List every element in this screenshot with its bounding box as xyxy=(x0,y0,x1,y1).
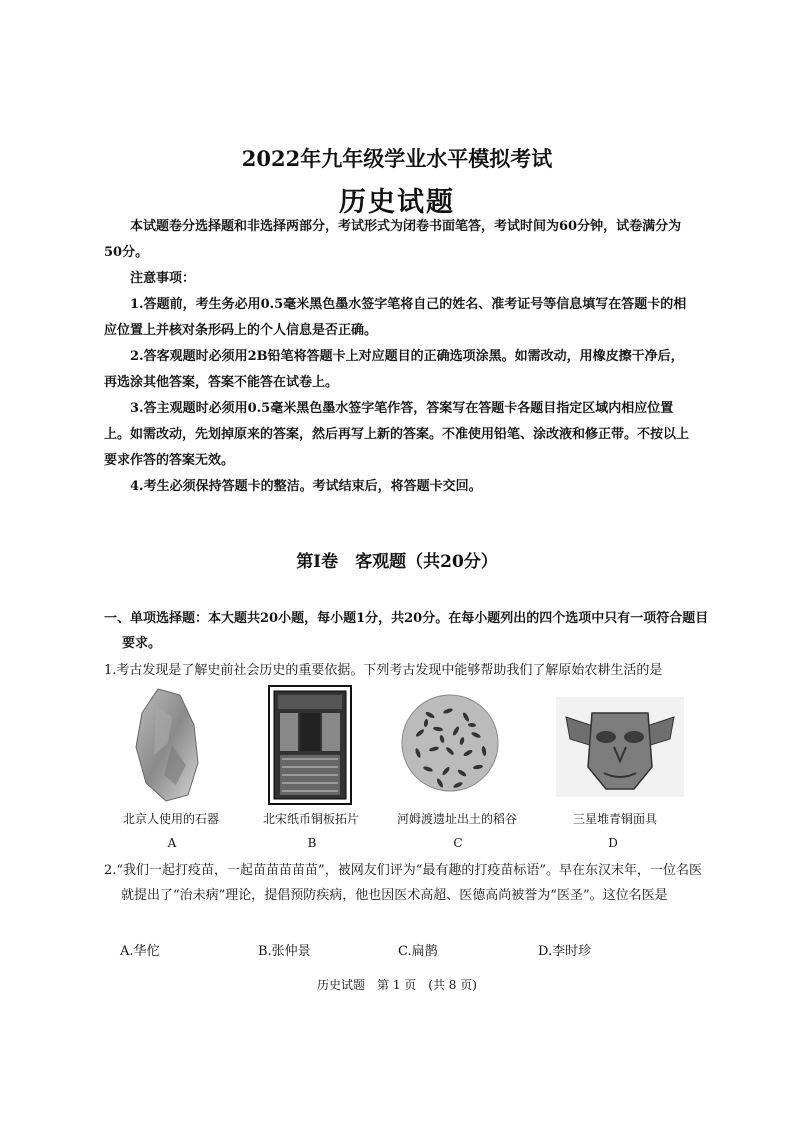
rice-grains-image xyxy=(400,685,520,805)
option-a-letter: A xyxy=(167,836,177,850)
q2-option-b: B.张仲景 xyxy=(258,944,311,959)
exam-title: 2022年九年级学业水平模拟考试 xyxy=(241,146,553,171)
notice-item-1: 1.答题前，考生务必用0.5毫米黑色墨水签字笔将自己的姓名、准考证号等信息填写在答题卡的相应位置上并核对条形码上的个人信息是否正确。 xyxy=(104,297,687,338)
notice-item-3: 3.答主观题时必须用0.5毫米黑色墨水签字笔作答，答案写在答题卡各题目指定区域内相应位置上。如需改动，先划掉原来的答案，然后再写上新的答案。不准使用铅笔、涂改液和修正带。不按以上要求作答的答案无效。 xyxy=(104,401,690,468)
question-1-stem: 1.考古发现是了解史前社会历史的重要依据。下列考古发现中能够帮助我们了解原始农耕生活的是 xyxy=(104,663,663,678)
option-c-letter: C xyxy=(453,836,463,850)
section-title: 第Ⅰ卷 客观题（共20分） xyxy=(296,552,498,572)
notice-item-4: 4.考生必须保持答题卡的整洁。考试结束后，将答题卡交回。 xyxy=(130,479,482,494)
part-one-heading: 一、单项选择题：本大题共20小题，每小题1分，共20分。在每小题列出的四个选项中只有一项符合题目要求。 xyxy=(104,611,709,651)
option-b-caption: 北宋纸币铜板拓片 xyxy=(262,812,359,826)
question-2-stem: 2.“我们一起打疫苗，一起苗苗苗苗苗”，被网友们评为“最有趣的打疫苗标语”。早在东汉末年，一位名医就提出了“治未病”理论，提倡预防疾病，他也因医术高超、医德高尚被誉为“医圣”。这位名医是 xyxy=(104,863,702,903)
option-b-letter: B xyxy=(307,836,317,850)
page-footer: 历史试题 第 1 页 (共 8 页) xyxy=(317,978,477,992)
bronze-mask-image xyxy=(556,685,676,805)
q2-option-a: A.华佗 xyxy=(120,944,160,959)
subject-title: 历史试题 xyxy=(339,187,455,218)
option-a-caption: 北京人使用的石器 xyxy=(122,812,219,826)
stone-tool-image xyxy=(128,685,248,805)
option-d-caption: 三星堆青铜面具 xyxy=(572,812,657,826)
q2-option-c: C.扁鹊 xyxy=(398,944,438,959)
banknote-rubbing-image xyxy=(268,685,388,805)
option-c-caption: 河姆渡遗址出土的稻谷 xyxy=(396,812,517,826)
option-d-letter: D xyxy=(608,836,618,850)
instructions-intro: 本试题卷分选择题和非选择两部分，考试形式为闭卷书面笔答，考试时间为60分钟，试卷满分为50分。 xyxy=(104,219,682,260)
q2-option-d: D.李时珍 xyxy=(538,944,592,959)
notice-item-2: 2.答客观题时必须用2B铅笔将答题卡上对应题目的正确选项涂黑。如需改动，用橡皮擦干净后，再选涂其他答案，答案不能答在试卷上。 xyxy=(104,349,684,390)
notice-label: 注意事项： xyxy=(130,271,196,286)
